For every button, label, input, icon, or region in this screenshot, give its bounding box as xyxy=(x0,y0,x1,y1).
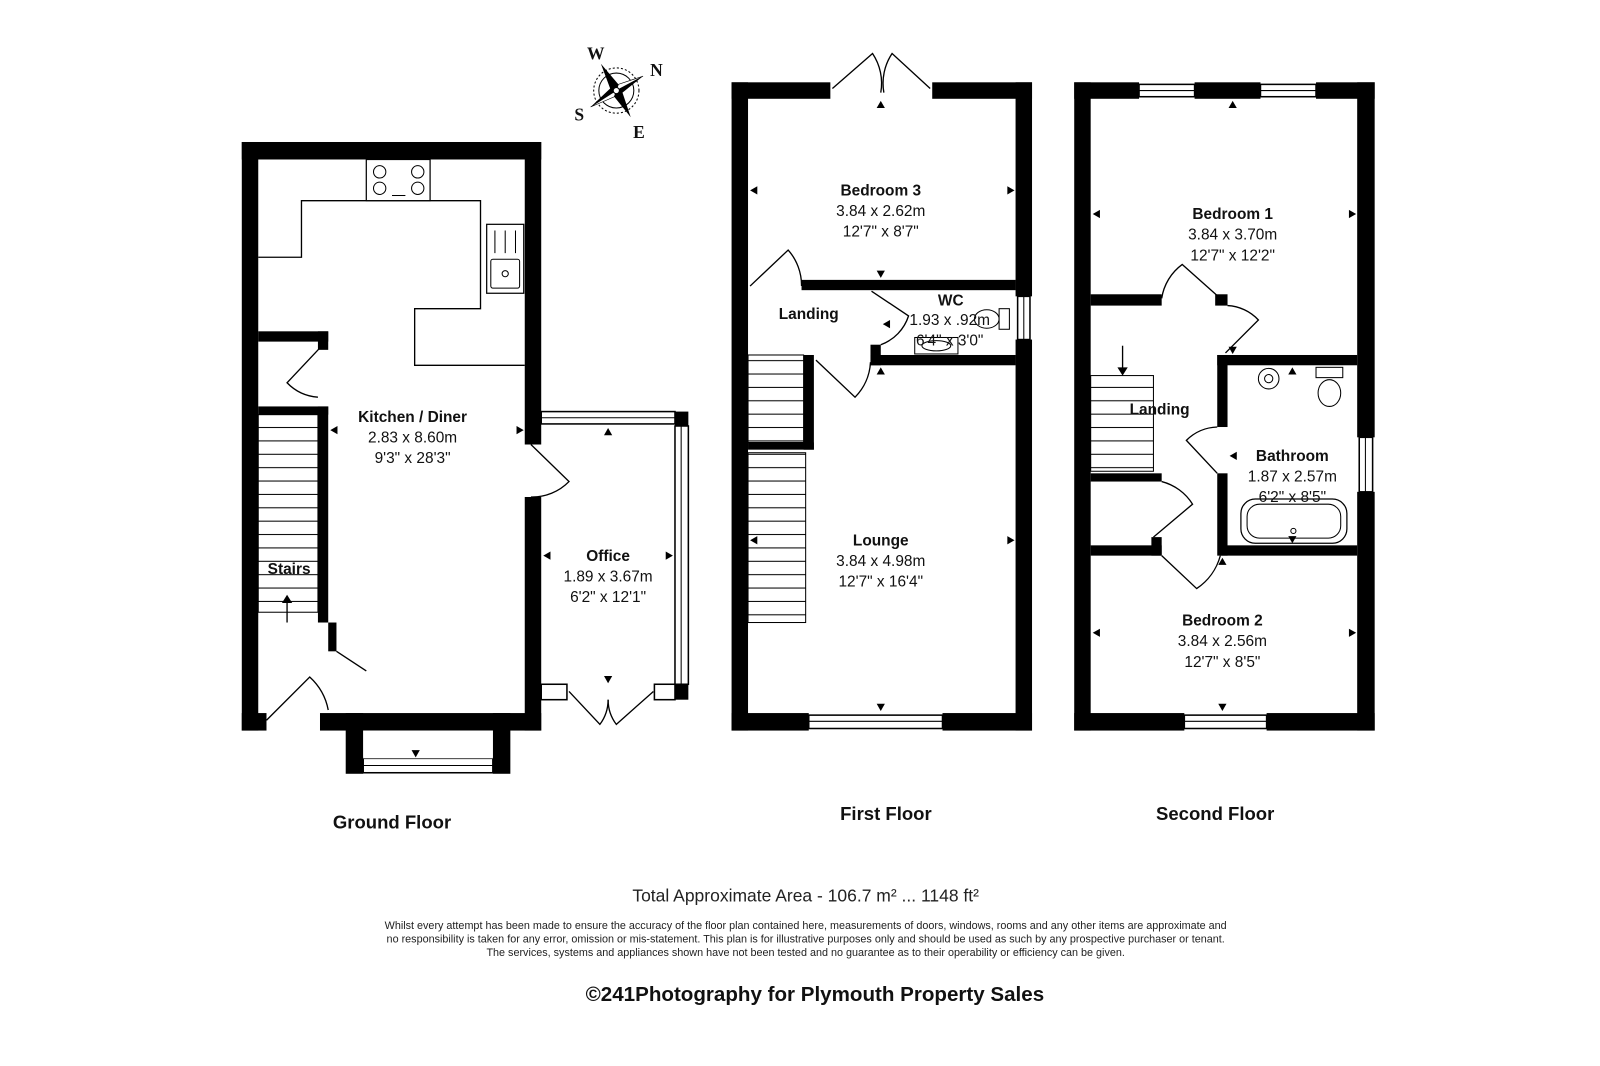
dimension-arrow xyxy=(1288,367,1296,374)
wall xyxy=(675,412,688,426)
dimension-arrow xyxy=(877,367,885,374)
room-size-metric: 2.83 x 8.60m xyxy=(368,429,458,447)
dimension-arrow xyxy=(1007,536,1014,544)
office-door xyxy=(531,445,569,497)
bathroom-wall xyxy=(1217,355,1357,365)
room-name-bathroom: Bathroom xyxy=(1255,447,1329,465)
room-size-imperial: 6'4" x 3'0" xyxy=(915,332,984,350)
dimension-arrow xyxy=(1230,452,1237,460)
room-size-metric: 3.84 x 4.98m xyxy=(836,552,926,570)
cupboard-wall xyxy=(1151,537,1161,556)
bathroom-door xyxy=(1186,427,1217,473)
room-size-metric: 3.84 x 3.70m xyxy=(1188,226,1278,244)
compass-north-label: N xyxy=(650,60,663,81)
cupboard-wall xyxy=(258,331,328,341)
wc-door xyxy=(872,291,909,345)
room-size-imperial: 12'7" x 8'5" xyxy=(1184,653,1261,671)
room-size-imperial: 6'2" x 12'1" xyxy=(570,588,647,606)
wall xyxy=(525,142,541,445)
second-floor-plan xyxy=(1074,82,1374,824)
disclaimer-line: no responsibility is taken for any error, omission or mis-statement. This plan is for illustrative purposes only and should be used as such by any prospective purchaser or tenant. xyxy=(386,933,1225,946)
room-size-metric: 1.93 x .92m xyxy=(909,312,991,330)
room-size-imperial: 9'3" x 28'3" xyxy=(374,450,451,468)
room-size-metric: 3.84 x 2.62m xyxy=(836,203,926,221)
dimension-arrow xyxy=(1093,210,1100,218)
dimension-arrow xyxy=(517,426,524,434)
wall xyxy=(675,684,688,699)
stairs-wall xyxy=(318,406,328,622)
room-name-landing: Landing xyxy=(1129,401,1190,419)
wall xyxy=(1074,713,1184,730)
wall xyxy=(1074,82,1090,730)
room-name-bedroom3: Bedroom 3 xyxy=(840,182,922,200)
room-name-wc: WC xyxy=(937,292,964,310)
landing-wall xyxy=(804,355,814,450)
room-name-kitchen: Kitchen / Diner xyxy=(358,408,468,426)
compass-east-label: E xyxy=(633,121,645,142)
front-door xyxy=(336,651,366,671)
cupboard-wall xyxy=(318,331,328,350)
compass-icon xyxy=(574,44,663,142)
staircase xyxy=(258,415,318,613)
wall xyxy=(242,142,541,159)
wall xyxy=(1016,82,1032,296)
stairs-down-arrow-icon xyxy=(1117,367,1127,375)
bay-wall xyxy=(346,713,363,774)
dimension-arrow xyxy=(1218,704,1226,711)
landing-wall xyxy=(748,442,814,449)
dimension-arrow xyxy=(330,426,337,434)
room-size-imperial: 12'7" x 8'7" xyxy=(842,223,919,241)
dimension-arrow xyxy=(543,552,550,560)
stairs-wall xyxy=(258,406,328,414)
room-size-imperial: 12'7" x 16'4" xyxy=(838,573,924,591)
wall xyxy=(943,713,1033,730)
wall xyxy=(1357,82,1374,437)
room-name-bedroom1: Bedroom 1 xyxy=(1192,206,1273,224)
room-name-stairs: Stairs xyxy=(267,561,311,579)
room-name-office: Office xyxy=(586,547,630,565)
french-door xyxy=(832,54,881,93)
disclaimer-line: The services, systems and appliances shown have not been tested and no guarantee as to their operability or efficiency can be given. xyxy=(486,946,1125,959)
sink-icon xyxy=(487,224,524,293)
dimension-arrow xyxy=(1229,101,1237,108)
basin-icon xyxy=(1258,368,1279,389)
wall xyxy=(1267,713,1375,730)
room-size-imperial: 6'2" x 8'5" xyxy=(1258,489,1327,507)
bedroom3-wall xyxy=(802,280,1016,290)
wall xyxy=(732,713,809,730)
dimension-arrow xyxy=(604,676,612,683)
dimension-arrow xyxy=(1349,210,1356,218)
floor-label-first: First Floor xyxy=(840,803,932,825)
hall-wall xyxy=(328,623,336,652)
room-name-bedroom2: Bedroom 2 xyxy=(1182,612,1263,630)
ground-floor-plan xyxy=(242,142,689,832)
wall xyxy=(1357,492,1374,731)
dimension-arrow xyxy=(750,186,757,194)
room-size-metric: 1.87 x 2.57m xyxy=(1247,468,1337,486)
french-door xyxy=(608,691,653,724)
footer xyxy=(385,885,1227,1006)
wall xyxy=(732,82,748,730)
cupboard-door xyxy=(287,348,320,397)
dimension-arrow xyxy=(1349,629,1356,637)
dimension-arrow xyxy=(604,428,612,435)
bedroom1-door xyxy=(1225,306,1258,353)
room-name-landing: Landing xyxy=(778,305,839,323)
wall xyxy=(242,713,267,730)
compass-west-label: W xyxy=(587,43,605,64)
first-floor-plan xyxy=(732,54,1032,825)
copyright: ©241Photography for Plymouth Property Sales xyxy=(585,983,1045,1007)
bedroom2-wall xyxy=(1220,545,1357,555)
wall xyxy=(1016,340,1032,731)
room-name-lounge: Lounge xyxy=(852,532,909,550)
dimension-arrow xyxy=(666,552,673,560)
lounge-door xyxy=(816,360,871,397)
dimension-arrow xyxy=(877,704,885,711)
office-window xyxy=(654,684,675,699)
lounge-wall xyxy=(870,355,1015,365)
toilet-icon xyxy=(1316,367,1343,406)
french-door xyxy=(883,54,930,93)
total-area: Total Approximate Area - 106.7 m² ... 1148 ft² xyxy=(632,885,979,906)
cupboard-door xyxy=(1153,482,1192,538)
landing-wall xyxy=(1091,294,1162,305)
floor-label-ground: Ground Floor xyxy=(332,811,452,833)
front-door xyxy=(266,677,328,720)
dimension-arrow xyxy=(1093,629,1100,637)
bathroom-wall xyxy=(1217,355,1227,427)
bathroom-wall xyxy=(1217,473,1227,555)
french-door xyxy=(569,691,608,724)
bedroom1-door xyxy=(1162,264,1221,298)
disclaimer-line: Whilst every attempt has been made to ensure the accuracy of the floor plan contained here, measurements of doors, windows, rooms and any other items are approximate and xyxy=(384,920,1227,933)
dimension-arrow xyxy=(883,320,890,328)
wall xyxy=(1195,82,1261,98)
dimension-arrow xyxy=(877,271,885,278)
dimension-arrow xyxy=(1229,347,1237,354)
floor-label-second: Second Floor xyxy=(1156,803,1275,825)
cupboard-wall xyxy=(1091,473,1162,481)
dimension-arrow xyxy=(1007,186,1014,194)
bedroom2-wall xyxy=(1091,545,1162,555)
staircase xyxy=(748,355,804,442)
staircase xyxy=(1091,376,1154,472)
room-size-imperial: 12'7" x 12'2" xyxy=(1190,247,1275,265)
dimension-arrow xyxy=(877,101,885,108)
wall xyxy=(242,142,258,731)
compass-south-label: S xyxy=(574,104,585,125)
room-size-metric: 3.84 x 2.56m xyxy=(1177,633,1267,651)
bedroom2-door xyxy=(1162,556,1221,589)
wall xyxy=(525,497,541,731)
bedroom3-door xyxy=(750,250,801,286)
hob-icon xyxy=(366,159,430,200)
room-size-metric: 1.89 x 3.67m xyxy=(563,568,653,586)
office-window xyxy=(675,426,688,684)
office-window xyxy=(541,684,567,699)
bay-wall xyxy=(493,713,510,774)
